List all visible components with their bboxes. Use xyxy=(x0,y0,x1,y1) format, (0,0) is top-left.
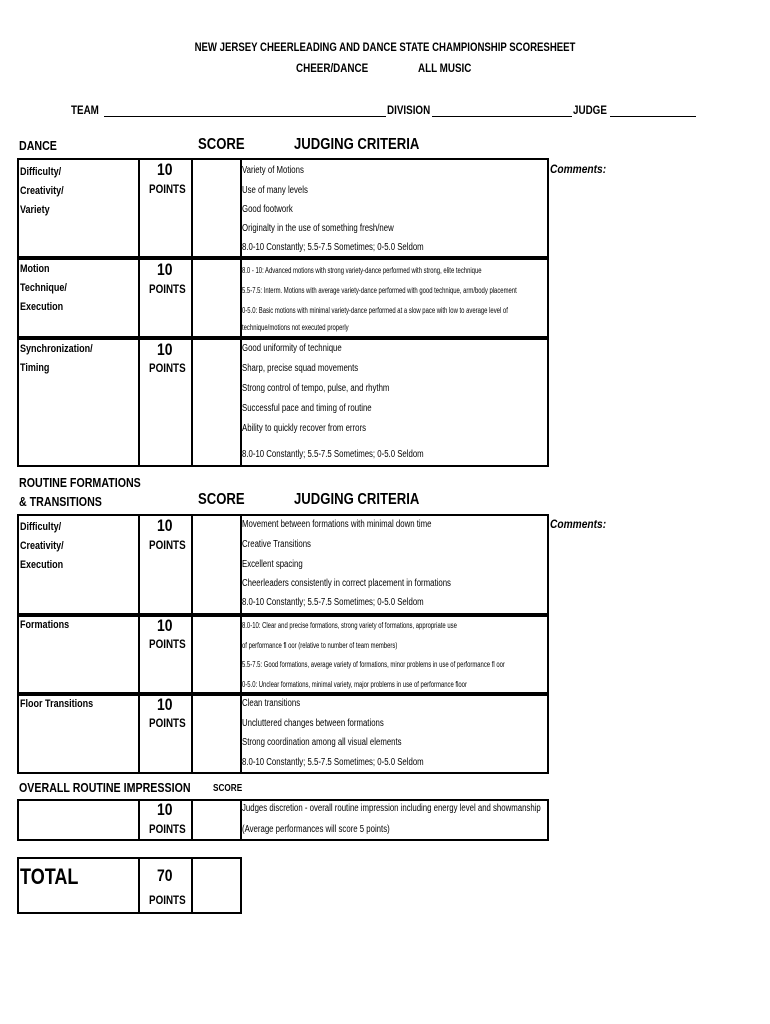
formations-row2-criteria: 8.0-10: Clear and precise formations, strong variety of formations, appropriate use of performance fl oor (relative to number of team members) 5.5-7.5: Good formations, average variety of formations, minor problems in use of performance fl oor 0-5.0: Unclear formations, minimal variety, major problems in use of performance floor xyxy=(242,621,505,689)
team-label: TEAM xyxy=(71,103,99,117)
formations-row3-score: 10 xyxy=(157,695,173,714)
dance-row1-points: POINTS xyxy=(149,182,186,196)
dance-row1-score: 10 xyxy=(157,160,173,179)
dance-row3-points: POINTS xyxy=(149,361,186,375)
total-score: 70 xyxy=(157,866,173,885)
judge-label: JUDGE xyxy=(573,103,607,117)
division-label: DIVISION xyxy=(387,103,431,117)
formations-row3-category: Floor Transitions xyxy=(20,698,94,710)
formations-row2-points: POINTS xyxy=(149,637,186,651)
dance-row1-score-input[interactable] xyxy=(191,158,240,256)
title-cheer-dance: CHEER/DANCE xyxy=(296,61,369,75)
formations-score-header: SCORE xyxy=(198,491,245,508)
dance-score-header: SCORE xyxy=(198,136,245,153)
overall-heading: OVERALL ROUTINE IMPRESSION xyxy=(19,780,191,795)
overall-score: 10 xyxy=(157,800,173,819)
dance-row3-criteria: Good uniformity of technique Sharp, precise squad movements Strong control of tempo, pulse, and rhythm Successful pace and timing of routine Ability to quickly recover from errors 8.0-10 Constantly; 5.5-7.5 Sometimes; 0-5.0 Seldom xyxy=(242,343,424,460)
dance-heading: DANCE xyxy=(19,138,57,153)
dance-row2-criteria: 8.0 - 10: Advanced motions with strong variety-dance performed with strong, elite technique 5.5-7.5: Interm. Motions with average variety-dance performed with good technique, arm/body placement 0-5.0: Basic motions with minimal variety-dance performed at a slow pace with low to average level of technique/motions not executed properly xyxy=(242,266,517,332)
division-field[interactable] xyxy=(432,116,572,117)
formations-row2-score: 10 xyxy=(157,616,173,635)
formations-row2-category: Formations xyxy=(20,619,70,631)
total-score-input[interactable] xyxy=(192,857,242,914)
formations-criteria-header: JUDGING CRITERIA xyxy=(294,491,420,508)
dance-row3-category: Synchronization/ Timing xyxy=(20,343,93,374)
title-all-music: ALL MUSIC xyxy=(418,61,472,75)
formations-row2-score-input[interactable] xyxy=(191,617,240,692)
formations-row3-points: POINTS xyxy=(149,716,186,730)
formations-row1-score: 10 xyxy=(157,516,173,535)
judge-field[interactable] xyxy=(610,116,696,117)
dance-row2-score-input[interactable] xyxy=(191,260,240,336)
dance-row1-criteria: Variety of Motions Use of many levels Good footwork Originalty in the use of something fresh/new 8.0-10 Constantly; 5.5-7.5 Sometimes; 0-5.0 Seldom xyxy=(242,165,424,253)
formations-row1-score-input[interactable] xyxy=(191,514,240,613)
formations-row1-category: Difficulty/ Creativity/ Execution xyxy=(20,521,64,571)
dance-row2-category: Motion Technique/ Execution xyxy=(20,263,67,313)
scoresheet-title: NEW JERSEY CHEERLEADING AND DANCE STATE CHAMPIONSHIP SCORESHEET xyxy=(194,40,576,54)
team-field[interactable] xyxy=(104,116,386,117)
dance-row2-score: 10 xyxy=(157,260,173,279)
dance-criteria-header: JUDGING CRITERIA xyxy=(294,136,420,153)
dance-row2-points: POINTS xyxy=(149,282,186,296)
dance-row3-score-input[interactable] xyxy=(191,340,240,467)
total-label: TOTAL xyxy=(20,864,79,889)
formations-heading: ROUTINE FORMATIONS & TRANSITIONS xyxy=(19,475,141,509)
dance-comments-label: Comments: xyxy=(550,162,607,176)
overall-score-header: SCORE xyxy=(213,783,243,794)
dance-row1-category: Difficulty/ Creativity/ Variety xyxy=(20,166,64,216)
formations-row3-criteria: Clean transitions Uncluttered changes between formations Strong coordination among all visual elements 8.0-10 Constantly; 5.5-7.5 Sometimes; 0-5.0 Seldom xyxy=(242,698,424,768)
overall-points: POINTS xyxy=(149,822,186,836)
overall-score-input[interactable] xyxy=(191,799,240,841)
overall-criteria: Judges discretion - overall routine impression including energy level and showmanship (Average performances will score 5 points) xyxy=(242,803,541,835)
formations-row3-score-input[interactable] xyxy=(191,696,240,774)
formations-row1-criteria: Movement between formations with minimal down time Creative Transitions Excellent spacing Cheerleaders consistently in correct placement in formations 8.0-10 Constantly; 5.5-7.5 Sometimes; 0-5.0 Seldom xyxy=(242,519,451,608)
total-points: POINTS xyxy=(149,893,186,907)
formations-comments-label: Comments: xyxy=(550,517,607,531)
formations-row1-points: POINTS xyxy=(149,538,186,552)
dance-row3-score: 10 xyxy=(157,340,173,359)
